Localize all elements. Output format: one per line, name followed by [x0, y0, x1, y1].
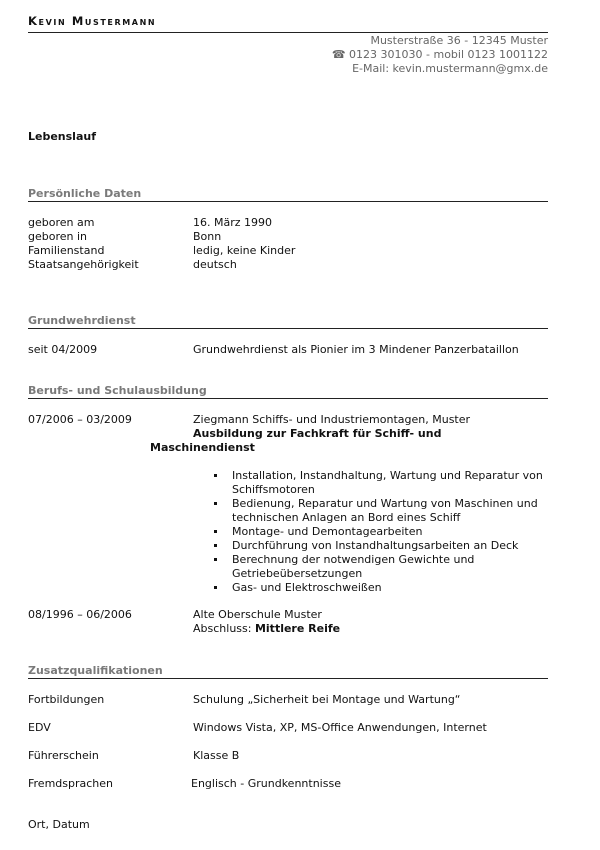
bullet-icon — [214, 544, 217, 547]
education-title-line1: Ausbildung zur Fachkraft für Schiff- und — [193, 427, 442, 440]
qualification-label-edv: EDV — [28, 721, 51, 734]
applicant-name: Kevin Mustermann — [28, 14, 157, 28]
qualification-label-training: Fortbildungen — [28, 693, 105, 706]
qualification-value-edv: Windows Vista, XP, MS-Office Anwendungen, Internet — [193, 721, 487, 734]
education-school: Alte Oberschule Muster — [193, 608, 322, 621]
duty-item — [214, 581, 554, 595]
personal-value-nationality: deutsch — [193, 258, 237, 271]
education-degree-value: Mittlere Reife — [254, 622, 341, 635]
education-title-line2: Maschinendienst — [150, 441, 255, 454]
contact-email: E-Mail: kevin.mustermann@gmx.de — [352, 62, 548, 75]
duties-list — [214, 469, 554, 595]
duty-item — [214, 525, 554, 539]
education-degree-label: Abschluss: — [193, 622, 252, 635]
qualification-label-license: Führerschein — [28, 749, 99, 762]
section-heading-qualifications: Zusatzqualifikationen — [28, 664, 163, 677]
personal-label-marital: Familienstand — [28, 244, 105, 257]
contact-phone — [332, 48, 548, 61]
duty-text: Durchführung von Instandhaltungsarbeiten an Deck — [232, 539, 519, 552]
military-period: seit 04/2009 — [28, 343, 98, 356]
bullet-icon — [214, 530, 217, 533]
education-company: Ziegmann Schiffs- und Industriemontagen, Muster — [193, 413, 471, 426]
duty-text: Gas- und Elektroschweißen — [232, 581, 382, 594]
qualification-value-languages: Englisch - Grundkenntnisse — [191, 777, 341, 790]
personal-label-birthdate: geboren am — [28, 216, 95, 229]
section-divider-personal — [28, 201, 548, 202]
duty-text: Bedienung, Reparatur und Wartung von Maschinen und technischen Anlagen an Bord eines Schiff — [232, 497, 538, 524]
personal-label-birthplace: geboren in — [28, 230, 88, 243]
section-divider-military — [28, 328, 548, 329]
education-period-1: 07/2006 – 03/2009 — [28, 413, 132, 426]
place-date: Ort, Datum — [28, 818, 90, 831]
duty-text: Montage- und Demontagearbeiten — [232, 525, 423, 538]
duty-text: Berechnung der notwendigen Gewichte und Getriebeübersetzungen — [232, 553, 475, 580]
bullet-icon — [214, 502, 217, 505]
contact-address: Musterstraße 36 - 12345 Muster — [370, 34, 548, 47]
personal-value-birthplace: Bonn — [193, 230, 222, 243]
qualification-label-languages: Fremdsprachen — [28, 777, 114, 790]
section-divider-qualifications — [28, 678, 548, 679]
military-description: Grundwehrdienst als Pionier im 3 Mindener Panzerbataillon — [193, 343, 519, 356]
phone-icon: ☎ — [331, 48, 346, 61]
education-period-2: 08/1996 – 06/2006 — [28, 608, 132, 621]
section-heading-military: Grundwehrdienst — [28, 314, 136, 327]
duty-text: Installation, Instandhaltung, Wartung und Reparatur von Schiffsmotoren — [232, 469, 543, 496]
header-divider — [28, 32, 548, 33]
personal-value-marital: ledig, keine Kinder — [193, 244, 296, 257]
qualification-value-license: Klasse B — [193, 749, 240, 762]
personal-label-nationality: Staatsangehörigkeit — [28, 258, 139, 271]
bullet-icon — [214, 474, 217, 477]
education-degree — [193, 622, 340, 635]
section-heading-personal: Persönliche Daten — [28, 187, 142, 200]
contact-phone-text: 0123 301030 - mobil 0123 1001122 — [349, 48, 548, 61]
bullet-icon — [214, 558, 217, 561]
document-title: Lebenslauf — [28, 130, 96, 143]
qualification-value-training: Schulung „Sicherheit bei Montage und Wartung“ — [193, 693, 461, 706]
personal-value-birthdate: 16. März 1990 — [193, 216, 273, 229]
duty-item — [214, 469, 554, 497]
duty-item — [214, 539, 554, 553]
duty-item — [214, 497, 554, 525]
bullet-icon — [214, 586, 217, 589]
section-heading-education: Berufs- und Schulausbildung — [28, 384, 207, 397]
section-divider-education — [28, 398, 548, 399]
duty-item — [214, 553, 554, 581]
